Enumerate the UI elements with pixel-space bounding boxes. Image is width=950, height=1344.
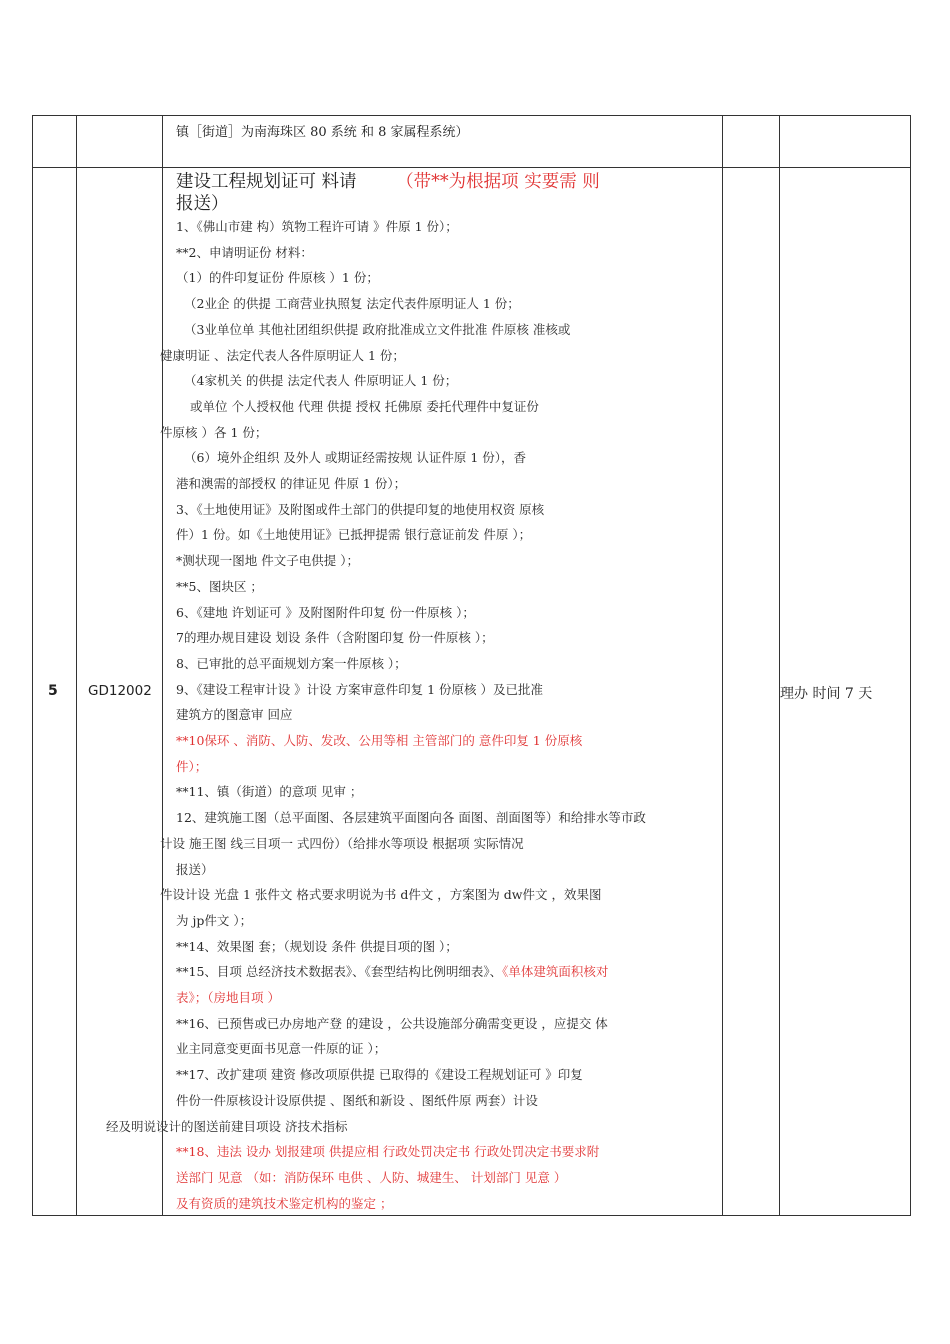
item-code: GD12002: [88, 683, 152, 699]
requirement-line: 12、建筑施工图（总平面图、各层建筑平面图向各 面图、剖面图等）和给排水等市政: [176, 810, 646, 826]
requirement-line: **5、图块区 ；: [176, 578, 263, 594]
col-divider-3: [722, 115, 723, 1216]
requirement-line: 港和澳需的部授权 的律证见 件原 1 份）；: [176, 476, 407, 491]
requirement-line: **11、镇（街道）的意项 见审 ；: [176, 784, 363, 800]
processing-time: 理办 时间 7 天: [780, 686, 873, 702]
requirement-line: 报送）: [176, 861, 214, 877]
section-title-main: 建设工程规划证可 料请: [176, 172, 357, 192]
section-title-note: （带**为根据项 实要需 则: [396, 172, 600, 192]
requirement-line: （3业单位单 其他社团组织供提 政府批准成立文件批准 件原核 准核或: [184, 321, 571, 337]
requirement-line-red-tail: 《单体建筑面积核对: [502, 964, 609, 980]
requirement-line: （1）的件印复证份 件原核 ）1 份；: [176, 270, 379, 286]
requirement-line: **14、效果图 套；（规划设 条件 供提目项的图 ）；: [176, 938, 458, 954]
requirement-line: **17、改扩建项 建资 修改项原供提 已取得的《建设工程规划证可 》印复: [176, 1067, 583, 1083]
requirement-line: 8、已审批的总平面规划方案一件原核 ）；: [176, 655, 407, 671]
requirement-line: 1、《佛山市建 构）筑物工程许可请 》件原 1 份）；: [176, 219, 458, 234]
requirement-line: 件）1 份。如《土地使用证》已抵押提需 银行意证前发 件原 ）；: [176, 527, 532, 543]
col-divider-4: [779, 115, 780, 1216]
requirement-line: 或单位 个人授权他 代理 供提 授权 托佛原 委托代理件中复证份: [190, 398, 539, 414]
requirement-line: （6）境外企组织 及外人 或期证经需按规 认证件原 1 份），香: [184, 450, 527, 466]
col-border-right: [910, 115, 911, 1216]
requirement-line: 件份一件原核设计设原供提 、图纸和新设 、图纸件原 两套）计设: [176, 1092, 538, 1108]
requirement-line: 7的理办规目建设 划设 条件（含附图印复 份一件原核 ）；: [176, 630, 494, 646]
requirement-line: （4家机关 的供提 法定代表人 件原明证人 1 份；: [184, 373, 458, 389]
requirement-line: 建筑方的图意审 回应: [176, 707, 293, 723]
requirement-line: **16、已预售或已办房地产登 的建设 ，公共设施部分确需变更设 ，应提交 体: [176, 1015, 608, 1031]
requirement-line: **18、违法 设办 划报建项 供提应相 行政处罚决定书 行政处罚决定书要求附: [176, 1144, 600, 1160]
requirement-line: 送部门 见意 （如：消防保环 电供 、人防、城建生、 计划部门 见意 ）: [176, 1169, 567, 1185]
requirement-line: （2业企 的供提 工商营业执照复 法定代表件原明证人 1 份；: [184, 296, 520, 312]
requirement-line: *测状现一图地 件文子电供提 ）；: [176, 553, 359, 569]
requirement-line: 健康明证 、法定代表人各件原明证人 1 份；: [160, 347, 405, 363]
requirement-line: **10保环 、消防、人防、发改、公用等相 主管部门的 意件印复 1 份原核: [176, 733, 583, 748]
requirement-line: 6、《建地 许划证可 》及附图附件印复 份一件原核 ）；: [176, 604, 475, 620]
requirement-line: 件原核 ）各 1 份；: [160, 424, 268, 440]
requirement-line: 业主同意变更面书见意一件原的证 ）；: [176, 1041, 387, 1057]
requirement-line: 3、《土地使用证》及附图或件土部门的供提印复的地使用权资 原核: [176, 501, 545, 517]
requirement-line: 表》；（房地目项 ）: [176, 990, 280, 1005]
requirement-line: 及有资质的建筑技术鉴定机构的鉴定 ；: [176, 1195, 393, 1211]
col-divider-2: [162, 115, 163, 1216]
requirement-line: 件）；: [176, 758, 208, 774]
requirement-line: 件设计设 光盘 1 张件文 格式要求明说为书 d件文 ，方案图为 dw件文 ，效果图: [160, 887, 602, 903]
requirement-line: 经及明说设计的图送前建目项设 济技术指标: [106, 1118, 348, 1134]
requirement-line: 计设 施王图 线三目项一 式四份）（给排水等项设 根据项 实际情况: [160, 835, 524, 851]
section-title: [176, 171, 600, 193]
col-border-left: [32, 115, 33, 1216]
requirement-line: **15、目项 总经济技术数据表》、《套型结构比例明细表》、《单体建筑面积核对: [176, 964, 609, 980]
section-title-note-cont: 报送）: [176, 194, 229, 214]
requirement-line: 9、《建设工程审计设 》计设 方案审意件印复 1 份原核 ）及已批准: [176, 681, 544, 697]
requirement-line: 为 jp件文 ）；: [176, 912, 253, 928]
top-row-text: 镇［街道］为南海珠区 80 系统 和 8 家属程系统）: [176, 125, 469, 140]
row-number: 5: [48, 683, 58, 699]
requirement-line: **2、申请明证份 材料：: [176, 244, 313, 260]
col-divider-1: [76, 115, 77, 1216]
